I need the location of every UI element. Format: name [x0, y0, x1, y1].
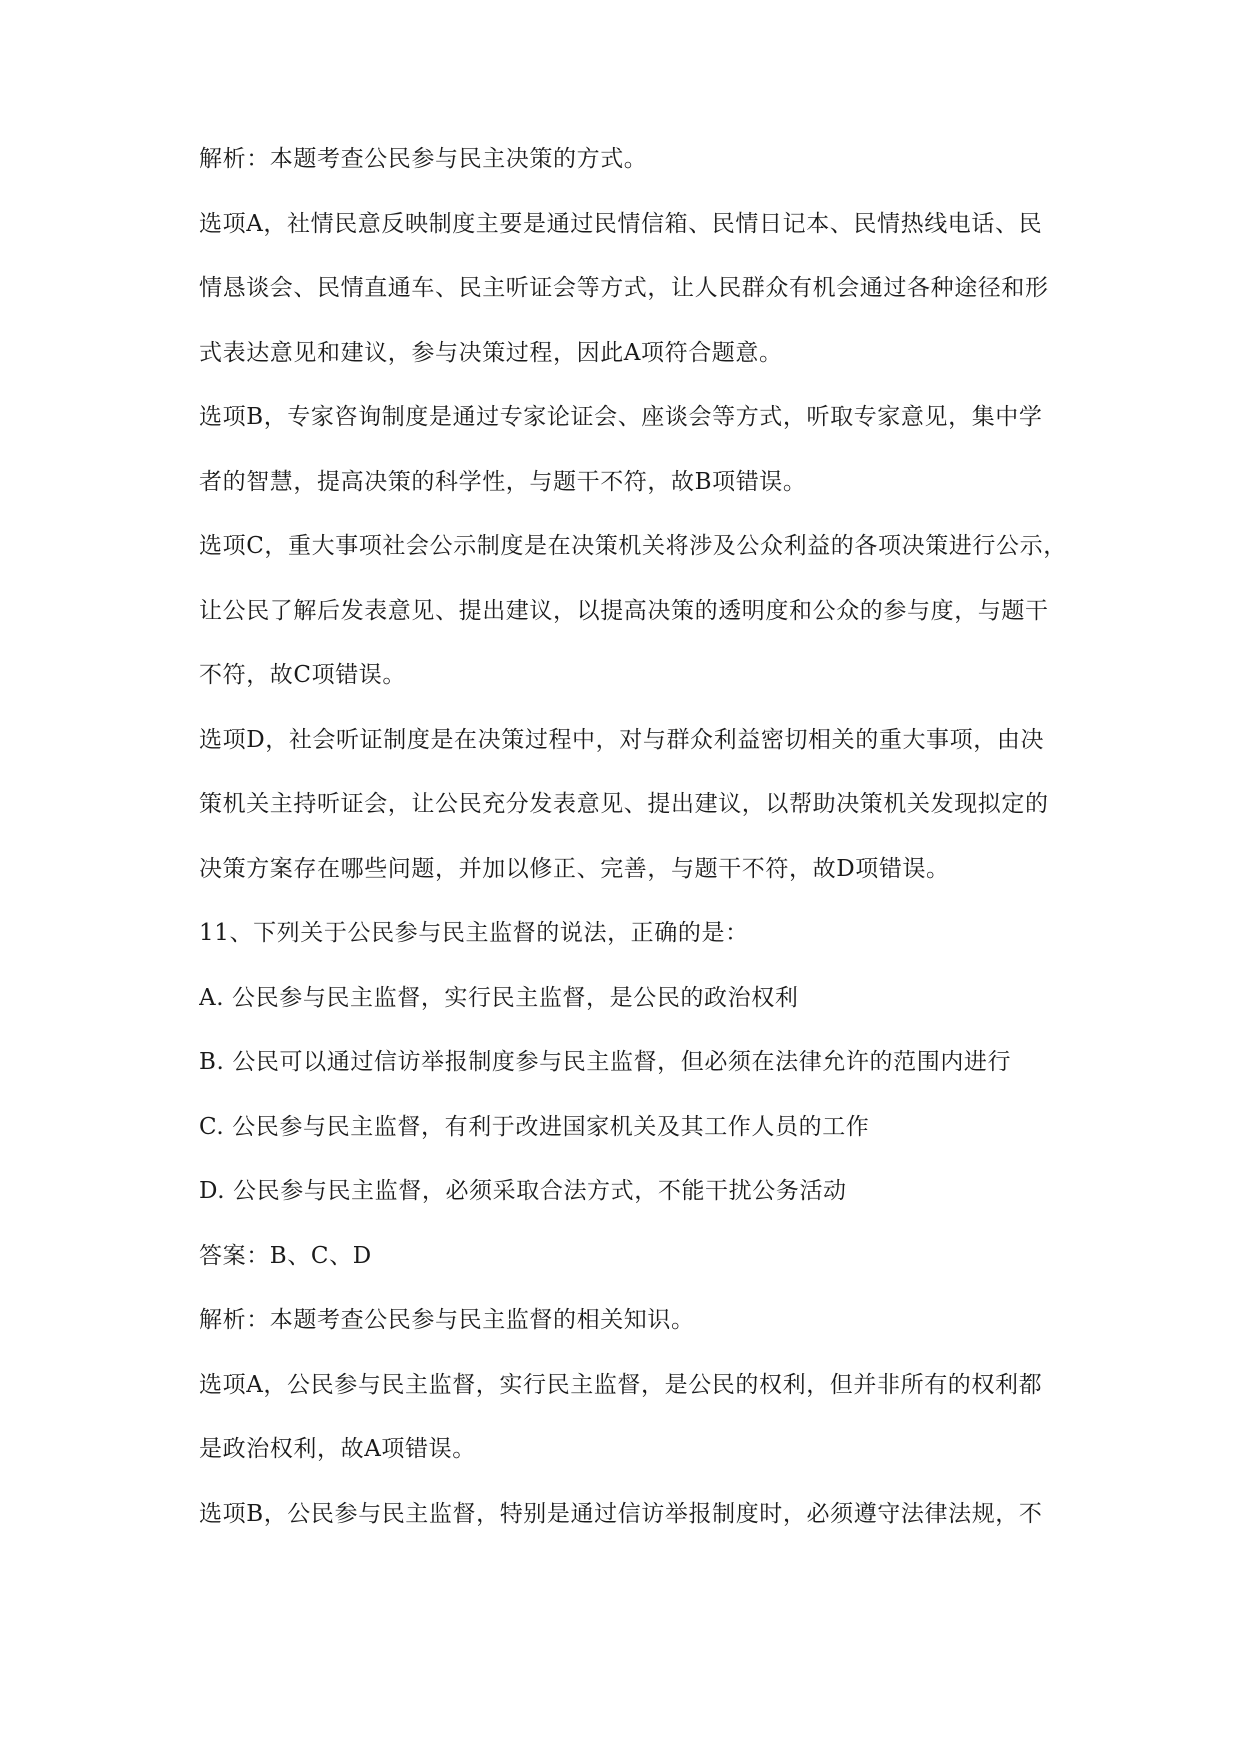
text-line: 策机关主持听证会，让公民充分发表意见、提出建议，以帮助决策机关发现拟定的: [199, 791, 1049, 817]
text-line: 式表达意见和建议，参与决策过程，因此A项符合题意。: [199, 339, 783, 366]
text-line: 选项D，社会听证制度是在决策过程中，对与群众利益密切相关的重大事项，由决: [199, 726, 1045, 753]
text-line: 让公民了解后发表意见、提出建议，以提高决策的透明度和公众的参与度，与题干: [199, 597, 1049, 624]
document-body: [199, 143, 1089, 1562]
text-line: 情恳谈会、民情直通车、民主听证会等方式，让人民群众有机会通过各种途径和形: [199, 275, 1049, 301]
text-line: 决策方案存在哪些问题，并加以修正、完善，与题干不符，故D项错误。: [199, 855, 950, 882]
text-line: 者的智慧，提高决策的科学性，与题干不符，故B项错误。: [199, 468, 807, 495]
text-line: 解析：本题考查公民参与民主决策的方式。: [199, 146, 648, 172]
option-b: B. 公民可以通过信访举报制度参与民主监督，但必须在法律允许的范围内进行: [199, 1049, 1012, 1075]
text-line: 不符，故C项错误。: [199, 662, 406, 688]
text-line: 解析：本题考查公民参与民主监督的相关知识。: [199, 1307, 695, 1333]
text-line: 是政治权利，故A项错误。: [199, 1436, 476, 1462]
option-a: A. 公民参与民主监督，实行民主监督，是公民的政治权利: [199, 984, 799, 1011]
text-line: 选项C，重大事项社会公示制度是在决策机关将涉及公众利益的各项决策进行公示，: [199, 533, 1067, 559]
text-line: 选项B，专家咨询制度是通过专家论证会、座谈会等方式，听取专家意见，集中学: [199, 404, 1043, 430]
text-line: 选项A，社情民意反映制度主要是通过民情信箱、民情日记本、民情热线电话、民: [199, 210, 1043, 237]
question-stem: 11、下列关于公民参与民主监督的说法，正确的是：: [199, 920, 749, 946]
text-line: 选项A，公民参与民主监督，实行民主监督，是公民的权利，但并非所有的权利都: [199, 1371, 1043, 1398]
option-c: C. 公民参与民主监督，有利于改进国家机关及其工作人员的工作: [199, 1113, 870, 1140]
text-line: 选项B，公民参与民主监督，特别是通过信访举报制度时，必须遵守法律法规，不: [199, 1500, 1043, 1527]
answer-line: 答案：B、C、D: [199, 1242, 372, 1269]
option-d: D. 公民参与民主监督，必须采取合法方式，不能干扰公务活动: [199, 1178, 847, 1204]
